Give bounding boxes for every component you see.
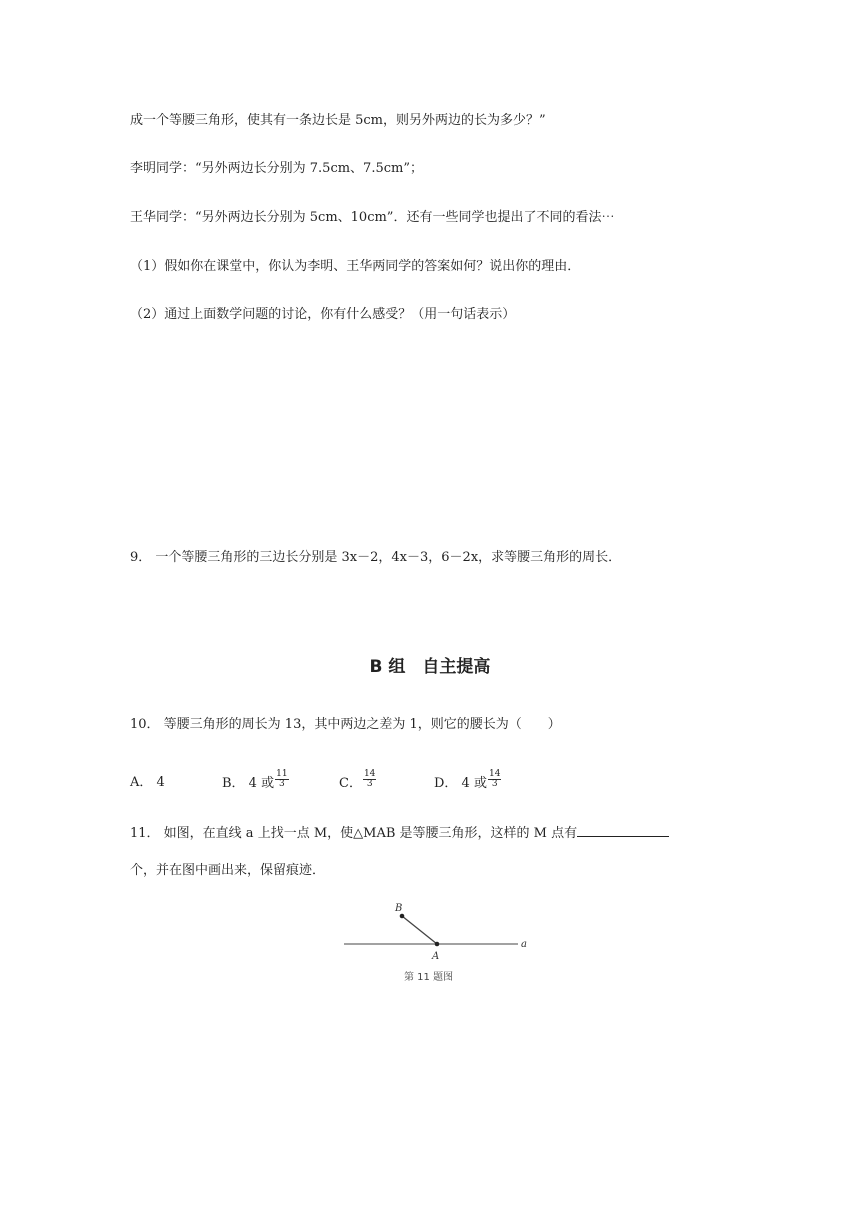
option-b-text: B． 4 或	[222, 776, 275, 791]
line-a-label: a	[521, 939, 527, 950]
fraction-denominator: 3	[491, 779, 498, 789]
option-c-fraction	[363, 770, 376, 789]
geometry-figure	[340, 896, 540, 988]
option-b	[222, 769, 289, 793]
option-d-fraction	[488, 770, 501, 789]
fraction-denominator: 3	[366, 779, 373, 789]
option-d	[434, 769, 501, 793]
text-line-1: 成一个等腰三角形，使其有一条边长是 5cm，则另外两边的长为多少？”	[130, 113, 546, 128]
question-10-stem: 10． 等腰三角形的周长为 13，其中两边之差为 1，则它的腰长为（ ）	[130, 717, 561, 732]
fraction-numerator: 11	[276, 769, 288, 779]
text-line-3: 王华同学：“另外两边长分别为 5cm、10cm”．还有一些同学也提出了不同的看法⋯	[130, 210, 615, 225]
point-a-dot	[435, 942, 440, 947]
fraction-numerator: 14	[488, 769, 501, 779]
option-c	[339, 769, 376, 793]
answer-blank[interactable]	[577, 823, 669, 837]
option-a	[130, 774, 165, 792]
subquestion-1: （1）假如你在课堂中，你认为李明、王华两同学的答案如何？说出你的理由．	[130, 259, 581, 274]
segment-ab	[402, 916, 437, 944]
subquestion-2: （2）通过上面数学问题的讨论，你有什么感受？（用一句话表示）	[130, 307, 516, 322]
figure-11	[340, 896, 540, 992]
figure-caption: 第 11 题图	[404, 972, 454, 983]
text-line-2: 李明同学：“另外两边长分别为 7.5cm、7.5cm”；	[130, 161, 423, 176]
option-b-fraction	[275, 770, 288, 789]
point-a-label: A	[432, 951, 440, 962]
option-a-text: A． 4	[130, 775, 165, 790]
option-d-text: D． 4 或	[434, 776, 487, 791]
section-heading: B 组 自主提高	[369, 657, 491, 677]
question-11-stem	[130, 823, 669, 843]
question-9: 9． 一个等腰三角形的三边长分别是 3x－2，4x－3，6－2x，求等腰三角形的周长．	[130, 550, 622, 565]
question-11-stem-cont: 个，并在图中画出来，保留痕迹．	[130, 863, 326, 878]
question-11-text: 11． 如图，在直线 a 上找一点 M，使△MAB 是等腰三角形，这样的 M 点有	[130, 826, 578, 841]
fraction-denominator: 3	[278, 779, 285, 789]
fraction-numerator: 14	[363, 769, 376, 779]
option-c-text: C．	[339, 776, 362, 791]
point-b-label: B	[395, 903, 403, 914]
point-b-dot	[400, 914, 405, 919]
